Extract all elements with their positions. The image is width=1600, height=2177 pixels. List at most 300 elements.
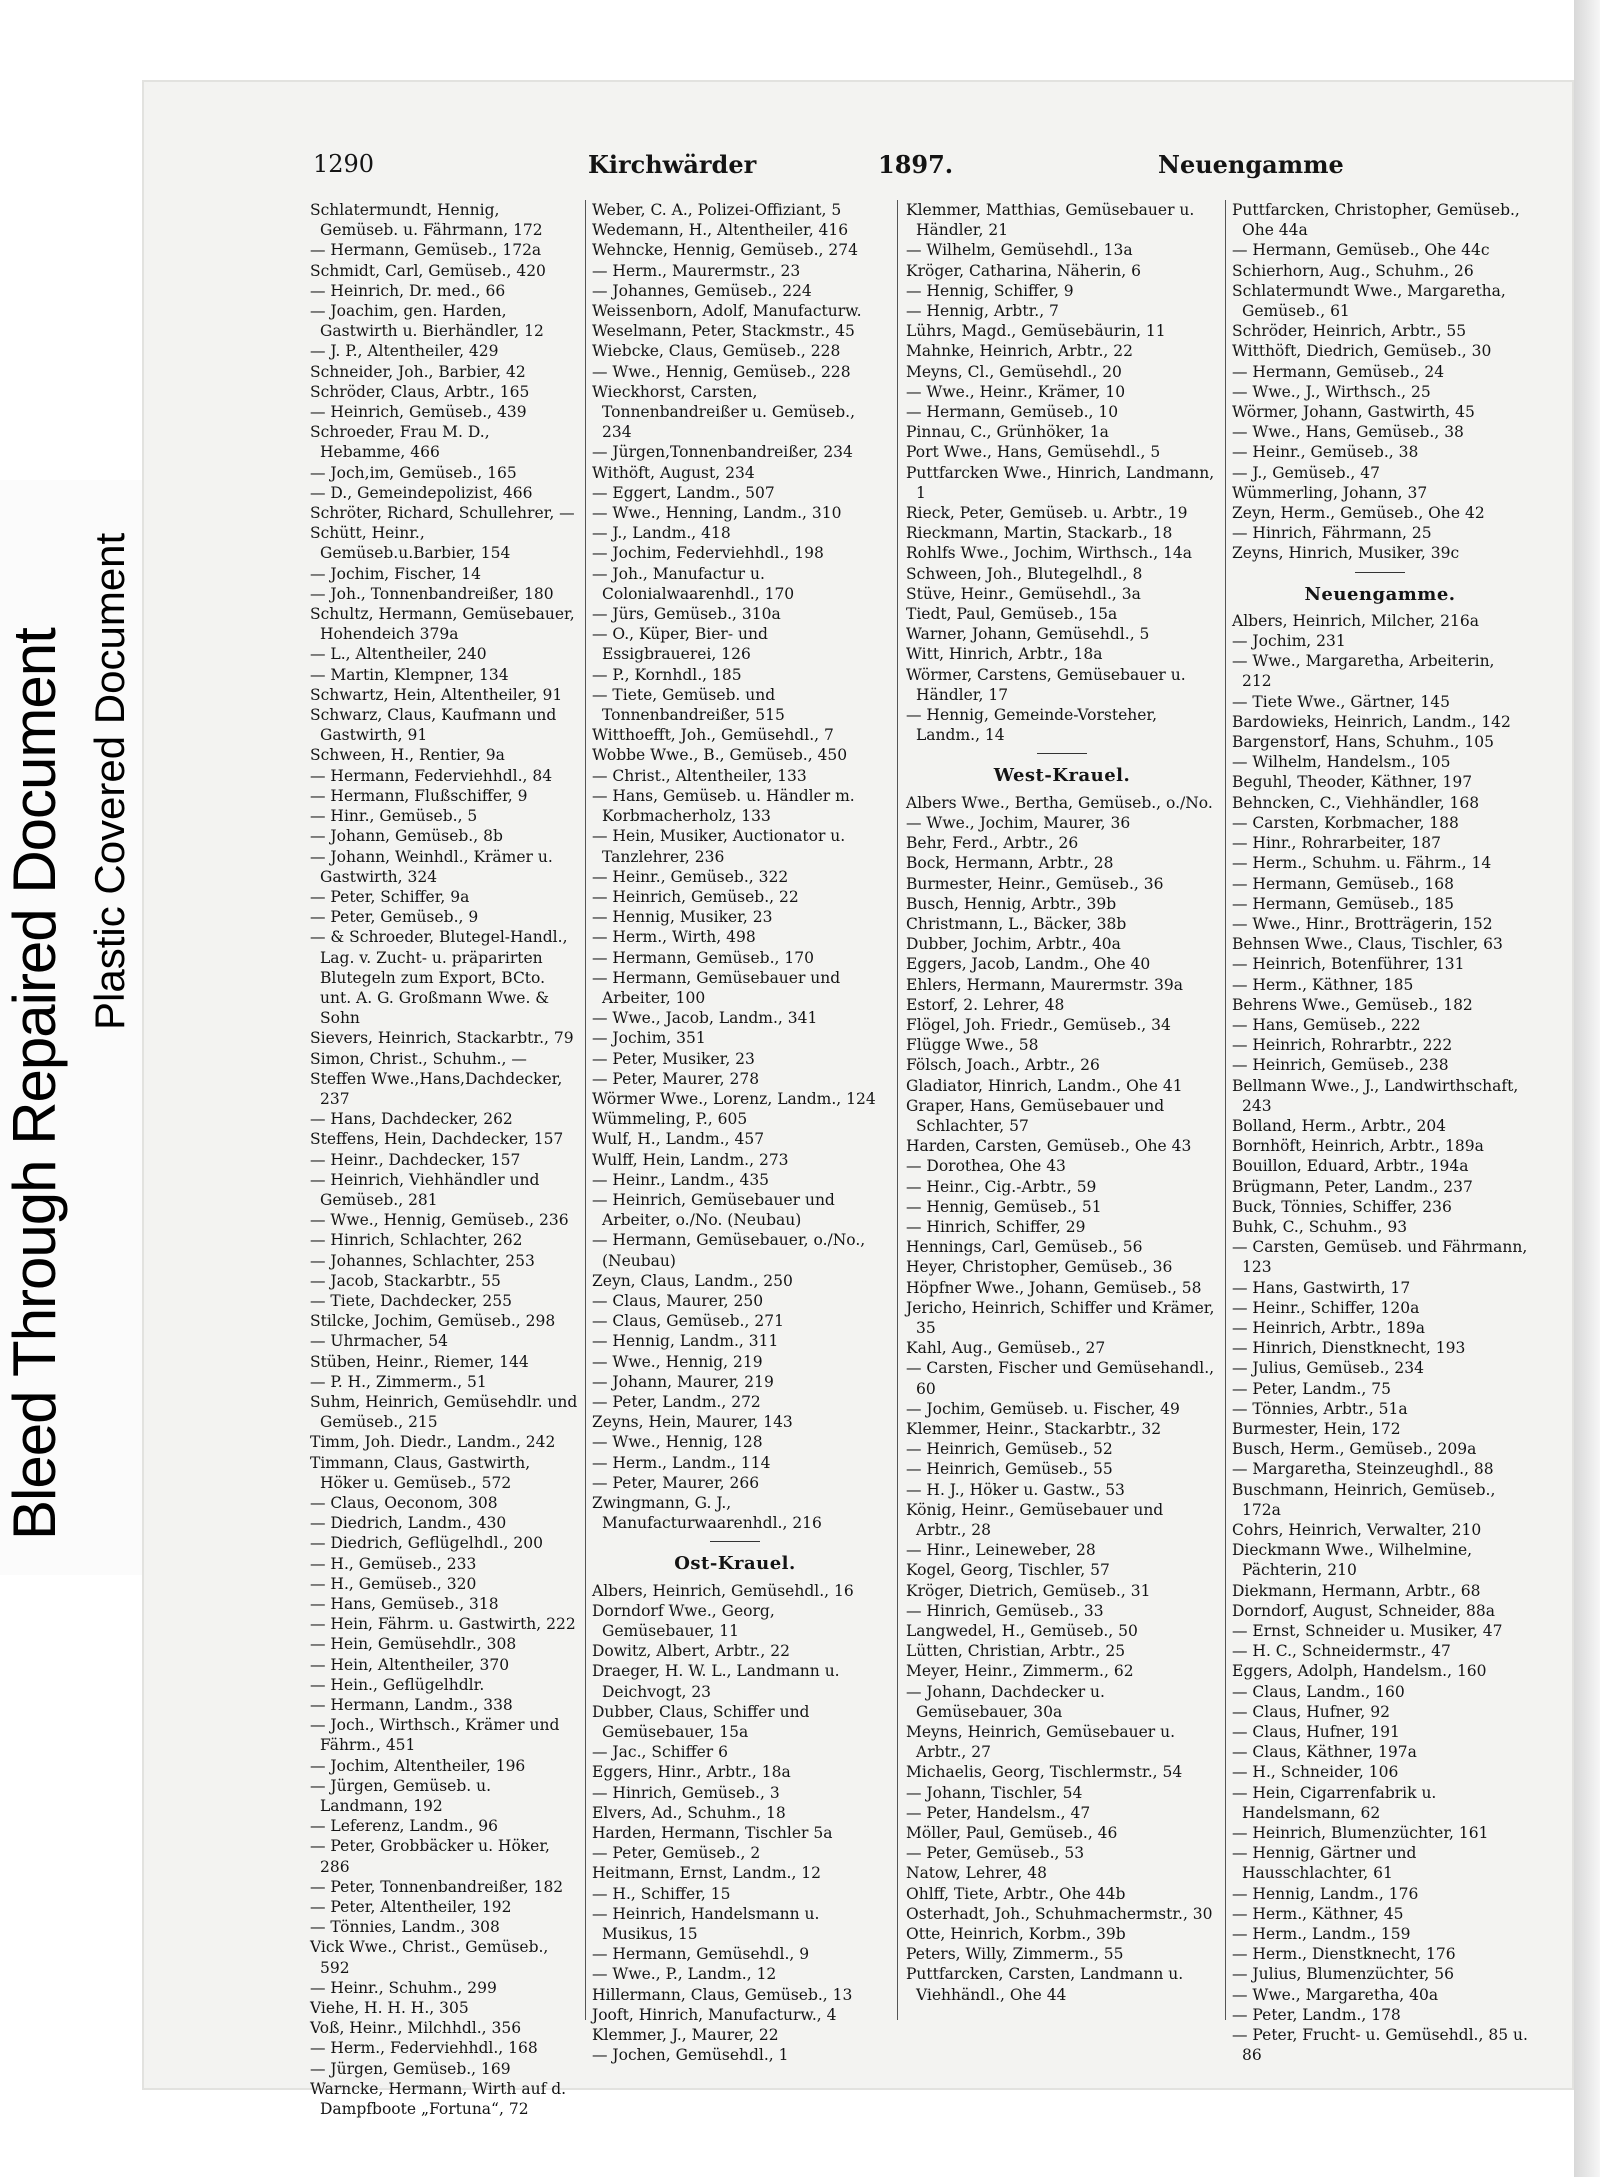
directory-entry: — Wwe., Hennig, Gemüseb., 228 (592, 362, 851, 381)
directory-entry: — Wwe., Jacob, Landm., 341 (592, 1009, 818, 1028)
directory-entry: — Claus, Käthner, 197a (1232, 1743, 1417, 1762)
directory-entry: Harden, Hermann, Tischler 5a (592, 1824, 833, 1843)
directory-entry: Puttfarcken, Carsten, Landmann u. Viehhändl., Ohe 44 (906, 1965, 1184, 2004)
page-year: 1897. (878, 150, 954, 179)
directory-entry: Schween, Joh., Blutegelhdl., 8 (906, 564, 1143, 583)
directory-entry: — H. C., Schneidermstr., 47 (1232, 1642, 1451, 1661)
directory-entry: — Carsten, Gemüseb. und Fährmann, 123 (1232, 1238, 1528, 1277)
column-divider (897, 200, 898, 2020)
directory-entry: Busch, Hennig, Arbtr., 39b (906, 894, 1117, 913)
directory-entry: — Hinrich, Gemüseb., 3 (592, 1783, 780, 1802)
directory-entry: — Heinrich, Gemüseb., 439 (310, 403, 527, 422)
directory-entry: Albers, Heinrich, Milcher, 216a (1232, 611, 1479, 630)
directory-entry: — Julius, Blumenzüchter, 56 (1232, 1965, 1455, 1984)
section-rule (1037, 753, 1087, 754)
directory-entry: Wehncke, Hennig, Gemüseb., 274 (592, 241, 858, 260)
directory-entry: — Hermann, Gemüsehdl., 9 (592, 1945, 810, 1964)
page-number: 1290 (313, 150, 375, 178)
directory-entry: Lührs, Magd., Gemüsebäurin, 11 (906, 322, 1166, 341)
directory-entry: Dorndorf, August, Schneider, 88a (1232, 1601, 1495, 1620)
directory-entry: — Claus, Landm., 160 (1232, 1682, 1405, 1701)
directory-entry: — Ernst, Schneider u. Musiker, 47 (1232, 1622, 1503, 1641)
directory-entry: Zeyns, Hinrich, Musiker, 39c (1232, 544, 1460, 563)
section-rule (710, 1541, 760, 1542)
directory-entry: — Claus, Hufner, 92 (1232, 1702, 1390, 1721)
directory-entry: — J., Landm., 418 (592, 524, 731, 543)
directory-entry: — Wwe., Hennig, 128 (592, 1433, 763, 1452)
directory-entry: Burmester, Hein, 172 (1232, 1419, 1401, 1438)
directory-entry: Ohlff, Tiete, Arbtr., Ohe 44b (906, 1884, 1126, 1903)
directory-entry: — Herm., Federviehhdl., 168 (310, 2039, 538, 2058)
directory-entry: — H., Schiffer, 15 (592, 1884, 731, 1903)
directory-entry: — Hennig, Landm., 311 (592, 1332, 779, 1351)
directory-entry: — Joh., Tonnenbandreißer, 180 (310, 584, 554, 603)
directory-entry: — Jochim, 231 (1232, 632, 1346, 651)
directory-entry: — Johannes, Schlachter, 253 (310, 1251, 535, 1270)
directory-entry: Eggers, Hinr., Arbtr., 18a (592, 1763, 791, 1782)
directory-entry: — Peter, Maurer, 278 (592, 1069, 760, 1088)
directory-entry: Behnsen Wwe., Claus, Tischler, 63 (1232, 935, 1503, 954)
directory-entry: — Jürgen, Gemüseb. u. Landmann, 192 (310, 1776, 492, 1816)
directory-entry: Wörmer Wwe., Lorenz, Landm., 124 (592, 1089, 876, 1108)
directory-entry: — Carsten, Korbmacher, 188 (1232, 813, 1459, 832)
directory-entry: — Herm., Landm., 114 (592, 1453, 771, 1472)
directory-entry: Mahnke, Heinrich, Arbtr., 22 (906, 342, 1133, 361)
directory-entry: Busch, Herm., Gemüseb., 209a (1232, 1440, 1477, 1459)
directory-entry: — Hein, Altentheiler, 370 (310, 1655, 510, 1674)
directory-entry: Draeger, H. W. L., Landmann u. Deichvogt, 23 (592, 1662, 840, 1701)
directory-entry: — Tiete, Gemüseb. und Tonnenbandreißer, 515 (592, 685, 785, 725)
directory-entry: Schröder, Heinrich, Arbtr., 55 (1232, 322, 1467, 341)
directory-entry: Warner, Johann, Gemüsehdl., 5 (906, 625, 1150, 644)
directory-entry: Schneider, Joh., Barbier, 42 (310, 362, 526, 381)
directory-entry: Kahl, Aug., Gemüseb., 27 (906, 1339, 1106, 1358)
directory-entry: Schröder, Claus, Arbtr., 165 (310, 382, 530, 401)
directory-entry: Möller, Paul, Gemüseb., 46 (906, 1824, 1118, 1843)
directory-entry: Witthöft, Diedrich, Gemüseb., 30 (1232, 342, 1492, 361)
directory-entry: — Jochim, Federviehhdl., 198 (592, 544, 824, 563)
directory-entry: — Johann, Maurer, 219 (592, 1372, 774, 1391)
directory-entry: — Hinrich, Gemüseb., 33 (906, 1601, 1104, 1620)
directory-entry: Rieckmann, Martin, Stackarb., 18 (906, 524, 1173, 543)
directory-entry: — Heinrich, Botenführer, 131 (1232, 955, 1465, 974)
directory-entry: — Peter, Maurer, 266 (592, 1473, 760, 1492)
directory-entry: — Hennig, Gemüseb., 51 (906, 1197, 1102, 1216)
directory-entry: — Diedrich, Geflügelhdl., 200 (310, 1534, 543, 1553)
directory-entry: Stüve, Heinr., Gemüsehdl., 3a (906, 584, 1141, 603)
directory-entry: — Hans, Dachdecker, 262 (310, 1110, 513, 1129)
directory-entry: Zeyns, Hein, Maurer, 143 (592, 1413, 793, 1432)
directory-entry: — Hinr., Gemüseb., 5 (310, 807, 478, 826)
directory-entry: Warncke, Hermann, Wirth auf d. Dampfboote „Fortuna“, 72 (310, 2079, 567, 2119)
directory-entry: — Herm., Schuhm. u. Fährm., 14 (1232, 854, 1492, 873)
directory-entry: — Peter, Landm., 178 (1232, 2005, 1401, 2024)
directory-entry: — H., Gemüseb., 320 (310, 1574, 477, 1593)
section-heading: West-Krauel. (993, 765, 1131, 787)
directory-entry: Hennings, Carl, Gemüseb., 56 (906, 1238, 1143, 1257)
side-label-bleed-repaired: Bleed Through Repaired Document (1, 628, 68, 1540)
directory-entry: Wedemann, H., Altentheiler, 416 (592, 221, 849, 240)
directory-entry: — Herm., Maurermstr., 23 (592, 261, 801, 280)
directory-entry: — Peter, Gemüseb., 9 (310, 908, 479, 927)
directory-entry: Kröger, Catharina, Näherin, 6 (906, 261, 1141, 280)
directory-entry: Viehe, H. H. H., 305 (310, 1999, 469, 2018)
directory-entry: Kröger, Dietrich, Gemüseb., 31 (906, 1581, 1151, 1600)
directory-entry: — Hennig, Arbtr., 7 (906, 302, 1059, 321)
directory-entry: — Johann, Gemüseb., 8b (310, 827, 503, 846)
directory-entry: — Herm., Käthner, 185 (1232, 975, 1414, 994)
directory-entry: Schmidt, Carl, Gemüseb., 420 (310, 261, 546, 280)
directory-entry: — Tiete Wwe., Gärtner, 145 (1232, 692, 1450, 711)
directory-entry: — Hermann, Landm., 338 (310, 1696, 513, 1715)
directory-entry: Höpfner Wwe., Johann, Gemüseb., 58 (906, 1278, 1202, 1297)
directory-entry: Bornhöft, Heinrich, Arbtr., 189a (1232, 1137, 1484, 1156)
page-edge (1574, 0, 1600, 2177)
directory-entry: Klemmer, Heinr., Stackarbtr., 32 (906, 1419, 1162, 1438)
directory-entry: — Jochen, Gemüsehdl., 1 (592, 2046, 789, 2065)
directory-entry: — Heinr., Gemüseb., 322 (592, 867, 789, 886)
directory-entry: Cohrs, Heinrich, Verwalter, 210 (1232, 1521, 1482, 1539)
directory-entry: — Wwe., Hans, Gemüseb., 38 (1232, 423, 1464, 442)
directory-entry: — Hans, Gastwirth, 17 (1232, 1278, 1411, 1297)
side-label-plastic-covered: Plastic Covered Document (86, 532, 133, 1030)
directory-entry: Behncken, C., Viehhändler, 168 (1232, 793, 1480, 812)
directory-entry: Schlatermundt Wwe., Margaretha, Gemüseb., 61 (1232, 281, 1506, 321)
directory-entry: König, Heinr., Gemüsebauer und Arbtr., 28 (906, 1500, 1164, 1539)
directory-entry: Buschmann, Heinrich, Gemüseb., 172a (1232, 1480, 1496, 1519)
directory-entry: — Jacob, Stackarbtr., 55 (310, 1271, 501, 1290)
directory-entry: — H., Gemüseb., 233 (310, 1554, 477, 1573)
directory-entry: Dubber, Claus, Schiffer und Gemüsebauer, 15a (592, 1702, 810, 1742)
directory-entry: — Jochim, Gemüseb. u. Fischer, 49 (906, 1399, 1180, 1418)
directory-entry: Wulff, Hein, Landm., 273 (592, 1150, 789, 1169)
directory-entry: Behr, Ferd., Arbtr., 26 (906, 834, 1079, 853)
directory-entry: Beguhl, Theoder, Käthner, 197 (1232, 773, 1473, 792)
directory-entry: Dorndorf Wwe., Georg, Gemüsebauer, 11 (592, 1601, 775, 1641)
directory-entry: Dubber, Jochim, Arbtr., 40a (906, 935, 1121, 954)
directory-entry: — Heinrich, Blumenzüchter, 161 (1232, 1824, 1489, 1843)
directory-entry: — Hermann, Gemüseb., 24 (1232, 362, 1445, 381)
directory-entry: Weber, C. A., Polizei-Offiziant, 5 (592, 201, 842, 219)
directory-entry: — Jochim, Fischer, 14 (310, 564, 481, 583)
directory-entry: — Hinr., Leineweber, 28 (906, 1541, 1096, 1560)
directory-entry: — Hermann, Gemüseb., 10 (906, 403, 1119, 422)
directory-entry: — Hein, Gemüsehdlr., 308 (310, 1635, 517, 1654)
section-heading: Neuengamme. (1304, 583, 1456, 605)
directory-entry: Harden, Carsten, Gemüseb., Ohe 43 (906, 1137, 1192, 1156)
directory-entry: Albers, Heinrich, Gemüsehdl., 16 (592, 1581, 854, 1600)
directory-entry: — Johann, Dachdecker u. Gemüsebauer, 30a (906, 1682, 1105, 1721)
directory-entry: Witt, Hinrich, Arbtr., 18a (906, 645, 1103, 664)
directory-entry: — Heinrich, Viehhändler und Gemüseb., 281 (310, 1170, 540, 1209)
directory-entry: — Wwe., J., Wirthsch., 25 (1232, 382, 1431, 401)
directory-entry: — Heinr., Cig.-Arbtr., 59 (906, 1177, 1097, 1196)
directory-entry: — Carsten, Fischer und Gemüsehandl., 60 (906, 1359, 1215, 1398)
directory-entry: — Heinrich, Dr. med., 66 (310, 281, 506, 300)
directory-entry: — Peter, Frucht- u. Gemüsehdl., 85 u. 86 (1232, 2026, 1528, 2065)
directory-entry: Schröter, Richard, Schullehrer, — (310, 504, 575, 523)
directory-entry: — Heinr., Schuhm., 299 (310, 1978, 497, 1997)
directory-entry: Christmann, L., Bäcker, 38b (906, 914, 1127, 933)
directory-entry: Klemmer, J., Maurer, 22 (592, 2026, 779, 2045)
directory-entry: Wörmer, Johann, Gastwirth, 45 (1232, 403, 1475, 422)
directory-entry: — Hennig, Landm., 176 (1232, 1884, 1419, 1903)
directory-entry: — Peter, Landm., 75 (1232, 1379, 1391, 1398)
directory-entry: — H. J., Höker u. Gastw., 53 (906, 1480, 1125, 1499)
directory-entry: Meyns, Heinrich, Gemüsebauer u. Arbtr., 27 (906, 1723, 1176, 1762)
directory-entry: Wulf, H., Landm., 457 (592, 1130, 765, 1149)
directory-entry: — Heinrich, Gemüseb., 55 (906, 1460, 1113, 1479)
directory-entry: — Peter, Landm., 272 (592, 1392, 761, 1411)
directory-entry: Voß, Heinr., Milchhdl., 356 (310, 2019, 522, 2038)
directory-column-4 (1232, 200, 1528, 2065)
directory-entry: — Martin, Klempner, 134 (310, 665, 509, 684)
directory-entry: — Jac., Schiffer 6 (592, 1743, 728, 1762)
directory-entry: — Jürgen, Gemüseb., 169 (310, 2059, 511, 2078)
directory-entry: — Heinr., Landm., 435 (592, 1170, 770, 1189)
directory-entry: Flögel, Joh. Friedr., Gemüseb., 34 (906, 1015, 1171, 1034)
directory-entry: — Claus, Oeconom, 308 (310, 1494, 498, 1512)
directory-entry: — Peter, Handelsm., 47 (906, 1803, 1091, 1822)
directory-entry: Steffen Wwe.,Hans,Dachdecker, 237 (310, 1069, 563, 1108)
directory-entry: Wobbe Wwe., B., Gemüseb., 450 (592, 746, 848, 765)
directory-entry: Michaelis, Georg, Tischlermstr., 54 (906, 1763, 1183, 1782)
directory-entry: Zeyn, Herm., Gemüseb., Ohe 42 (1232, 504, 1485, 523)
directory-entry: — P., Kornhdl., 185 (592, 665, 742, 684)
directory-column-2 (592, 200, 878, 2065)
directory-entry: — Hermann, Gemüseb., 172a (310, 241, 542, 260)
directory-entry: — Wwe., Jochim, Maurer, 36 (906, 813, 1131, 832)
directory-entry: Peters, Willy, Zimmerm., 55 (906, 1945, 1124, 1964)
directory-entry: — Hinrich, Schiffer, 29 (906, 1217, 1086, 1236)
directory-entry: Dieckmann Wwe., Wilhelmine, Pächterin, 210 (1232, 1541, 1473, 1580)
directory-column-1 (310, 200, 578, 2119)
directory-entry: Gladiator, Hinrich, Landm., Ohe 41 (906, 1076, 1183, 1095)
directory-entry: Hillermann, Claus, Gemüseb., 13 (592, 1985, 853, 2004)
directory-entry: Osterhadt, Joh., Schuhmachermstr., 30 (906, 1904, 1213, 1923)
directory-entry: — Claus, Maurer, 250 (592, 1291, 764, 1310)
directory-entry: — Tönnies, Arbtr., 51a (1232, 1399, 1408, 1418)
directory-entry: — Jochim, 351 (592, 1029, 706, 1048)
directory-entry: — Wwe., Margaretha, 40a (1232, 1985, 1439, 2004)
directory-entry: Tiedt, Paul, Gemüseb., 15a (906, 605, 1118, 624)
directory-entry: Bouillon, Eduard, Arbtr., 194a (1232, 1157, 1469, 1176)
directory-entry: Natow, Lehrer, 48 (906, 1864, 1047, 1883)
directory-entry: Bellmann Wwe., J., Landwirthschaft, 243 (1232, 1076, 1519, 1115)
directory-entry: — Heinrich, Gemüseb., 238 (1232, 1056, 1449, 1075)
directory-entry: Behrens Wwe., Gemüseb., 182 (1232, 995, 1473, 1014)
directory-entry: — Eggert, Landm., 507 (592, 483, 775, 502)
directory-entry: Stilcke, Jochim, Gemüseb., 298 (310, 1312, 556, 1331)
directory-entry: — Wwe., Margaretha, Arbeiterin, 212 (1232, 652, 1495, 691)
directory-entry: — Claus, Hufner, 191 (1232, 1723, 1400, 1742)
directory-entry: Wieckhorst, Carsten, Tonnenbandreißer u. Gemüseb., 234 (592, 382, 856, 442)
directory-entry: — Hermann, Gemüseb., 168 (1232, 874, 1454, 893)
directory-entry: — Heinrich, Handelsmann u. Musikus, 15 (592, 1904, 820, 1944)
directory-entry: Eggers, Jacob, Landm., Ohe 40 (906, 955, 1151, 974)
directory-entry: — Peter, Musiker, 23 (592, 1049, 755, 1068)
directory-entry: Burmester, Heinr., Gemüseb., 36 (906, 874, 1164, 893)
directory-entry: — Heinr., Dachdecker, 157 (310, 1150, 521, 1169)
page-header (178, 150, 1344, 194)
directory-entry: Meyns, Cl., Gemüsehdl., 20 (906, 362, 1122, 381)
directory-entry: — Wwe., Hennig, 219 (592, 1352, 763, 1371)
directory-entry: Witthoefft, Joh., Gemüsehdl., 7 (592, 726, 834, 745)
page-title: Kirchwärder (588, 150, 757, 179)
directory-entry: — Hermann, Gemüseb., 170 (592, 948, 814, 967)
directory-entry: Timmann, Claus, Gastwirth, Höker u. Gemüseb., 572 (310, 1453, 531, 1492)
directory-entry: — Julius, Gemüseb., 234 (1232, 1359, 1424, 1378)
directory-entry: Meyer, Heinr., Zimmerm., 62 (906, 1662, 1134, 1681)
directory-entry: Brügmann, Peter, Landm., 237 (1232, 1177, 1473, 1196)
directory-entry: Wörmer, Carstens, Gemüsebauer u. Händler, 17 (906, 665, 1186, 704)
directory-entry: Bolland, Herm., Arbtr., 204 (1232, 1116, 1447, 1135)
directory-entry: Puttfarcken, Christopher, Gemüseb., Ohe 44a (1232, 201, 1520, 240)
directory-entry: — Claus, Gemüseb., 271 (592, 1312, 784, 1331)
directory-entry: Schultz, Hermann, Gemüsebauer, Hohendeich 379a (310, 605, 575, 644)
directory-entry: — Hein, Fährm. u. Gastwirth, 222 (310, 1615, 576, 1634)
directory-entry: Otte, Heinrich, Korbm., 39b (906, 1925, 1126, 1944)
directory-entry: — Heinrich, Gemüseb., 22 (592, 887, 799, 906)
directory-entry: Kogel, Georg, Tischler, 57 (906, 1561, 1110, 1580)
directory-entry: Klemmer, Matthias, Gemüsebauer u. Händler, 21 (906, 201, 1195, 240)
directory-entry: — Hinr., Rohrarbeiter, 187 (1232, 834, 1442, 853)
directory-entry: — Herm., Wirth, 498 (592, 928, 756, 947)
directory-entry: Graper, Hans, Gemüsebauer und Schlachter, 57 (906, 1096, 1165, 1135)
directory-entry: — Hinrich, Fährmann, 25 (1232, 524, 1432, 543)
directory-entry: — Hennig, Gärtner und Hausschlachter, 61 (1232, 1844, 1417, 1883)
directory-entry: — Hennig, Gemeinde-Vorsteher, Landm., 14 (906, 706, 1158, 745)
directory-entry: — Tönnies, Landm., 308 (310, 1918, 500, 1937)
directory-entry: Steffens, Hein, Dachdecker, 157 (310, 1130, 564, 1149)
directory-entry: — Tiete, Dachdecker, 255 (310, 1291, 512, 1310)
directory-entry: Vick Wwe., Christ., Gemüseb., 592 (310, 1938, 549, 1977)
directory-entry: — Margaretha, Steinzeughdl., 88 (1232, 1460, 1494, 1479)
directory-entry: Schierhorn, Aug., Schuhm., 26 (1232, 261, 1474, 280)
directory-entry: — Peter, Tonnenbandreißer, 182 (310, 1877, 564, 1896)
directory-entry: — Heinr., Gemüseb., 38 (1232, 443, 1419, 462)
directory-entry: Jericho, Heinrich, Schiffer und Krämer, 35 (906, 1298, 1215, 1337)
directory-entry: — Herm., Landm., 159 (1232, 1925, 1411, 1944)
directory-entry: — Peter, Grobbäcker u. Höker, 286 (310, 1837, 550, 1876)
directory-entry: Weissenborn, Adolf, Manufacturw. (592, 302, 862, 321)
directory-entry: — Hennig, Schiffer, 9 (906, 281, 1074, 300)
directory-entry: — H., Schneider, 106 (1232, 1763, 1399, 1782)
directory-entry: Heyer, Christopher, Gemüseb., 36 (906, 1258, 1173, 1277)
directory-entry: — Hermann, Gemüseb., Ohe 44c (1232, 241, 1490, 260)
directory-entry: — Jürs, Gemüseb., 310a (592, 605, 781, 624)
directory-entry: Suhm, Heinrich, Gemüsehdlr. und Gemüseb., 215 (310, 1392, 578, 1432)
directory-entry: — Heinrich, Arbtr., 189a (1232, 1318, 1426, 1337)
directory-entry: — D., Gemeindepolizist, 466 (310, 483, 533, 502)
directory-entry: — Christ., Altentheiler, 133 (592, 766, 807, 785)
directory-entry: — Uhrmacher, 54 (310, 1332, 448, 1351)
directory-entry: Stüben, Heinr., Riemer, 144 (310, 1352, 529, 1371)
directory-entry: — Peter, Schiffer, 9a (310, 887, 470, 906)
directory-entry: — Hans, Gemüseb. u. Händler m. Korbmacherholz, 133 (592, 786, 855, 826)
directory-entry: — Herm., Käthner, 45 (1232, 1904, 1404, 1923)
directory-entry: — Wilhelm, Handelsm., 105 (1232, 753, 1451, 772)
directory-entry: Bardowieks, Heinrich, Landm., 142 (1232, 712, 1511, 731)
directory-entry: — Peter, Gemüseb., 53 (906, 1844, 1085, 1863)
directory-entry: Lütten, Christian, Arbtr., 25 (906, 1642, 1126, 1661)
directory-entry: — Peter, Gemüseb., 2 (592, 1844, 761, 1863)
directory-entry: — Joh., Manufactur u. Colonialwaarenhdl., 170 (592, 564, 795, 603)
section-heading: Ost-Krauel. (674, 1553, 796, 1575)
directory-entry: — Hein, Musiker, Auctionator u. Tanzlehrer, 236 (592, 827, 846, 866)
directory-entry: Eggers, Adolph, Handelsm., 160 (1232, 1662, 1487, 1681)
directory-entry: — J. P., Altentheiler, 429 (310, 342, 499, 361)
directory-entry: Rieck, Peter, Gemüseb. u. Arbtr., 19 (906, 504, 1188, 523)
directory-entry: Wümmeling, P., 605 (592, 1110, 748, 1129)
directory-entry: — Hermann, Gemüsebauer, o./No., (Neubau) (592, 1231, 866, 1270)
directory-entry: — Wwe., Hennig, Gemüseb., 236 (310, 1211, 569, 1230)
directory-entry: — & Schroeder, Blutegel-Handl., Lag. v. Zucht- u. präparirten Blutegeln zum Export, BCto. unt. A. G. Großmann Wwe. & Sohn (310, 928, 568, 1028)
directory-entry: — O., Küper, Bier- und Essigbrauerei, 126 (592, 625, 768, 664)
directory-entry: — Joch,im, Gemüseb., 165 (310, 463, 517, 482)
directory-entry: — Johann, Weinhdl., Krämer u. Gastwirth, 324 (310, 847, 553, 886)
directory-entry: — Diedrich, Landm., 430 (310, 1514, 507, 1533)
directory-entry: Schroeder, Frau M. D., Hebamme, 466 (310, 423, 490, 462)
directory-entry: — Dorothea, Ohe 43 (906, 1157, 1066, 1176)
directory-entry: Heitmann, Ernst, Landm., 12 (592, 1864, 822, 1883)
directory-entry: Schlatermundt, Hennig, Gemüseb. u. Fährmann, 172 (310, 201, 543, 240)
directory-entry: — Hans, Gemüseb., 222 (1232, 1015, 1421, 1034)
directory-entry: — Jürgen,Tonnenbandreißer, 234 (592, 443, 853, 462)
directory-entry: — Leferenz, Landm., 96 (310, 1817, 499, 1836)
directory-entry: Simon, Christ., Schuhm., — (310, 1049, 527, 1068)
directory-entry: — Hans, Gemüseb., 318 (310, 1595, 499, 1614)
directory-column-3 (906, 200, 1218, 2030)
directory-entry: Schütt, Heinr., Gemüseb.u.Barbier, 154 (310, 524, 511, 563)
directory-entry: Albers Wwe., Bertha, Gemüseb., o./No. (906, 793, 1213, 812)
directory-entry: Jooft, Hinrich, Manufacturw., 4 (592, 2005, 837, 2024)
directory-entry: Schwarz, Claus, Kaufmann und Gastwirth, 91 (310, 706, 557, 745)
directory-entry: Bargenstorf, Hans, Schuhm., 105 (1232, 733, 1494, 752)
directory-entry: — Joch., Wirthsch., Krämer und Fährm., 451 (310, 1716, 560, 1755)
directory-entry: — L., Altentheiler, 240 (310, 645, 487, 664)
directory-entry: — Peter, Altentheiler, 192 (310, 1898, 512, 1917)
directory-entry: Withöft, August, 234 (592, 463, 755, 482)
directory-entry: Rohlfs Wwe., Jochim, Wirthsch., 14a (906, 544, 1193, 563)
directory-entry: — Hein., Geflügelhdlr. (310, 1675, 485, 1694)
directory-entry: — Wilhelm, Gemüsehdl., 13a (906, 241, 1133, 260)
directory-entry: Schween, H., Rentier, 9a (310, 746, 505, 765)
directory-entry: Buhk, C., Schuhm., 93 (1232, 1217, 1408, 1236)
directory-entry: Buck, Tönnies, Schiffer, 236 (1232, 1197, 1452, 1216)
directory-entry: — P. H., Zimmerm., 51 (310, 1372, 487, 1391)
directory-entry: Dowitz, Albert, Arbtr., 22 (592, 1642, 790, 1661)
directory-entry: Pinnau, C., Grünhöker, 1a (906, 423, 1109, 442)
directory-entry: — Hermann, Flußschiffer, 9 (310, 786, 528, 805)
directory-entry: — Hermann, Gemüseb., 185 (1232, 894, 1454, 913)
directory-entry: — Hermann, Federviehhdl., 84 (310, 766, 553, 785)
directory-entry: Zwingmann, G. J., Manufacturwaarenhdl., 216 (592, 1494, 822, 1533)
directory-entry: Elvers, Ad., Schuhm., 18 (592, 1803, 786, 1822)
section-rule (1355, 572, 1405, 573)
directory-entry: Estorf, 2. Lehrer, 48 (906, 995, 1065, 1014)
directory-entry: — Herm., Dienstknecht, 176 (1232, 1945, 1456, 1964)
column-divider (1225, 200, 1226, 2020)
directory-entry: Wümmerling, Johann, 37 (1232, 483, 1428, 502)
directory-entry: Ehlers, Hermann, Maurermstr. 39a (906, 975, 1183, 994)
directory-entry: — Johannes, Gemüseb., 224 (592, 281, 812, 300)
directory-entry: Sievers, Heinrich, Stackarbtr., 79 (310, 1029, 574, 1048)
directory-entry: Port Wwe., Hans, Gemüsehdl., 5 (906, 443, 1161, 462)
directory-entry: — Heinr., Schiffer, 120a (1232, 1298, 1420, 1317)
directory-entry: — Johann, Tischler, 54 (906, 1783, 1083, 1802)
directory-entry: Zeyn, Claus, Landm., 250 (592, 1271, 793, 1290)
